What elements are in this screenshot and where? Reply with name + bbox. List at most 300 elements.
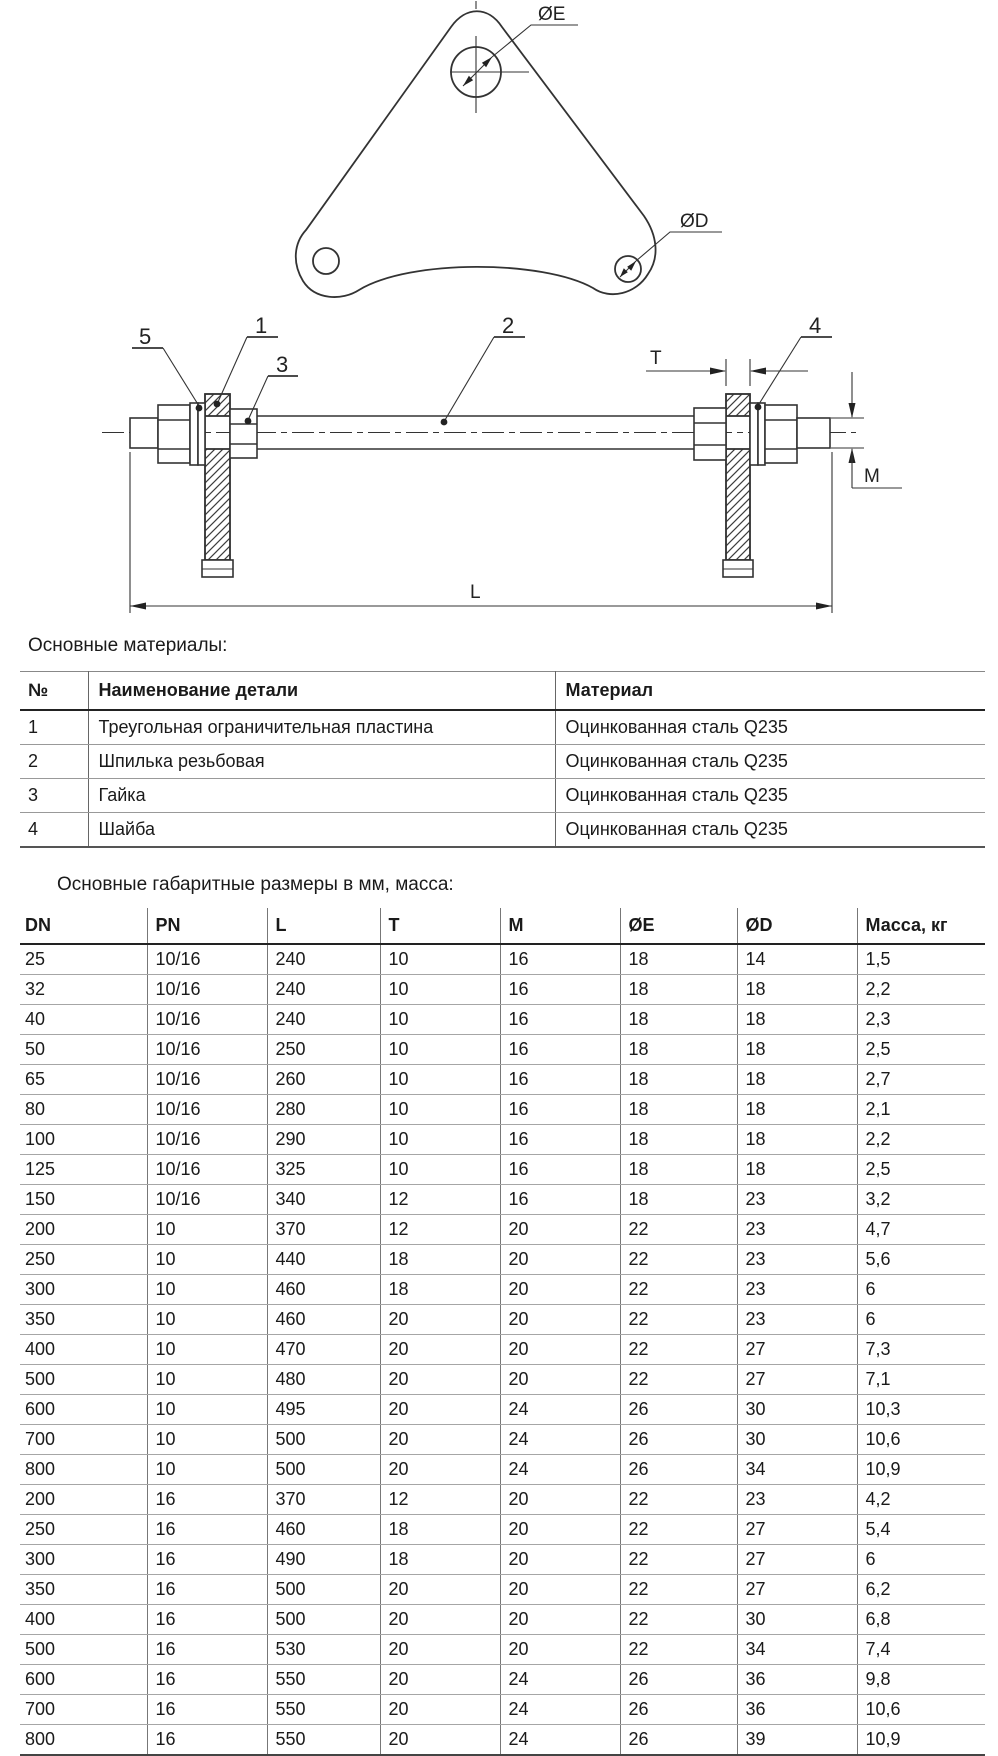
table-row <box>20 1545 985 1575</box>
table-cell: 530 <box>267 1635 380 1665</box>
table-cell: 460 <box>267 1275 380 1305</box>
table-cell: 18 <box>737 1065 857 1095</box>
table-cell: 14 <box>737 944 857 975</box>
table-row <box>20 1305 985 1335</box>
table-cell: 10,9 <box>857 1725 985 1756</box>
table-cell: 550 <box>267 1665 380 1695</box>
callout-1-number: 1 <box>255 313 268 338</box>
table-row <box>20 1035 985 1065</box>
table-cell: 3 <box>20 779 88 813</box>
table-cell: 20 <box>500 1215 620 1245</box>
table-cell: 26 <box>620 1395 737 1425</box>
table-cell: 10 <box>380 975 500 1005</box>
label-diameter-E: ØE <box>538 4 566 25</box>
table-cell: 39 <box>737 1725 857 1756</box>
table-cell: 30 <box>737 1395 857 1425</box>
table-row <box>20 1635 985 1665</box>
table-cell: 18 <box>620 1035 737 1065</box>
right-inner-nut <box>694 408 726 460</box>
table-cell: 250 <box>20 1515 147 1545</box>
table-cell: 36 <box>737 1695 857 1725</box>
table-cell: 250 <box>267 1035 380 1065</box>
table-cell: 370 <box>267 1485 380 1515</box>
table-cell: 800 <box>20 1455 147 1485</box>
table-cell: 10 <box>380 944 500 975</box>
table-cell: Гайка <box>88 779 555 813</box>
table-cell: 350 <box>20 1575 147 1605</box>
table-cell: 2,3 <box>857 1005 985 1035</box>
table-cell: Оцинкованная сталь Q235 <box>555 779 985 813</box>
table-cell: 16 <box>147 1605 267 1635</box>
table-cell: 22 <box>620 1275 737 1305</box>
table-cell: 16 <box>500 1035 620 1065</box>
table-cell: 10 <box>380 1125 500 1155</box>
dims-col-t: T <box>380 908 500 944</box>
table-cell: 700 <box>20 1425 147 1455</box>
table-cell: 10,3 <box>857 1395 985 1425</box>
table-cell: 24 <box>500 1695 620 1725</box>
table-cell: 1 <box>20 710 88 745</box>
table-cell: 16 <box>147 1515 267 1545</box>
table-cell: 20 <box>380 1695 500 1725</box>
table-cell: 18 <box>737 1125 857 1155</box>
table-cell: 12 <box>380 1215 500 1245</box>
table-cell: 18 <box>620 1155 737 1185</box>
table-cell: 600 <box>20 1395 147 1425</box>
table-cell: 500 <box>20 1635 147 1665</box>
table-cell: Оцинкованная сталь Q235 <box>555 745 985 779</box>
callout-5 <box>132 348 202 411</box>
right-plate-section <box>723 394 753 577</box>
dims-col-mass: Масса, кг <box>857 908 985 944</box>
dimension-leader-D <box>620 232 722 277</box>
table-cell: 26 <box>620 1695 737 1725</box>
table-cell: 23 <box>737 1485 857 1515</box>
left-inner-nut <box>230 409 257 458</box>
table-cell: 240 <box>267 1005 380 1035</box>
table-cell: 23 <box>737 1185 857 1215</box>
table-cell: 16 <box>500 1065 620 1095</box>
table-cell: 26 <box>620 1665 737 1695</box>
table-cell: 16 <box>500 1185 620 1215</box>
label-diameter-D: ØD <box>680 211 709 232</box>
table-cell: 20 <box>500 1245 620 1275</box>
materials-col-part-name: Наименование детали <box>88 672 555 711</box>
table-cell: 480 <box>267 1365 380 1395</box>
table-row <box>20 745 985 779</box>
table-cell: 7,1 <box>857 1365 985 1395</box>
left-outer-nut <box>158 405 190 463</box>
table-cell: 22 <box>620 1485 737 1515</box>
table-cell: 100 <box>20 1125 147 1155</box>
table-cell: 20 <box>500 1305 620 1335</box>
table-cell: 20 <box>380 1335 500 1365</box>
table-cell: 370 <box>267 1215 380 1245</box>
table-cell: 24 <box>500 1725 620 1756</box>
table-cell: 125 <box>20 1155 147 1185</box>
table-cell: 18 <box>380 1245 500 1275</box>
table-cell: 27 <box>737 1515 857 1545</box>
technical-drawing <box>0 0 998 620</box>
callout-4 <box>755 337 832 410</box>
table-cell: 20 <box>380 1605 500 1635</box>
callout-2-number: 2 <box>502 313 515 338</box>
table-cell: 20 <box>380 1635 500 1665</box>
table-cell: Треугольная ограничительная пластина <box>88 710 555 745</box>
table-cell: 240 <box>267 975 380 1005</box>
table-cell: 500 <box>267 1455 380 1485</box>
table-cell: 18 <box>380 1515 500 1545</box>
table-cell: 5,6 <box>857 1245 985 1275</box>
table-row <box>20 813 985 848</box>
table-cell: Шпилька резьбовая <box>88 745 555 779</box>
table-cell: 18 <box>380 1275 500 1305</box>
table-cell: 24 <box>500 1425 620 1455</box>
hole-left <box>313 248 339 274</box>
table-cell: 20 <box>500 1365 620 1395</box>
table-cell: 20 <box>380 1365 500 1395</box>
table-cell: 10/16 <box>147 1005 267 1035</box>
table-cell: 1,5 <box>857 944 985 975</box>
table-row <box>20 1095 985 1125</box>
table-cell: 18 <box>620 1125 737 1155</box>
table-cell: 250 <box>20 1245 147 1275</box>
table-cell: Оцинкованная сталь Q235 <box>555 710 985 745</box>
table-cell: 16 <box>147 1635 267 1665</box>
table-cell: 20 <box>500 1335 620 1365</box>
table-cell: 16 <box>147 1665 267 1695</box>
table-cell: 16 <box>500 1095 620 1125</box>
table-cell: 10 <box>147 1425 267 1455</box>
table-cell: 32 <box>20 975 147 1005</box>
callout-5-number: 5 <box>139 324 152 349</box>
table-row <box>20 1425 985 1455</box>
table-row <box>20 1365 985 1395</box>
table-cell: 2,5 <box>857 1155 985 1185</box>
table-cell: 200 <box>20 1215 147 1245</box>
table-cell: 10,9 <box>857 1455 985 1485</box>
table-cell: 260 <box>267 1065 380 1095</box>
table-cell: 18 <box>737 1095 857 1125</box>
materials-title: Основные материалы: <box>28 635 228 656</box>
table-cell: 10 <box>147 1455 267 1485</box>
table-cell: 20 <box>380 1575 500 1605</box>
table-cell: 20 <box>380 1455 500 1485</box>
materials-table <box>20 671 985 848</box>
table-cell: 65 <box>20 1065 147 1095</box>
table-cell: 20 <box>500 1635 620 1665</box>
table-cell: 22 <box>620 1365 737 1395</box>
label-dimension-M: M <box>864 466 880 487</box>
table-cell: 10 <box>380 1155 500 1185</box>
table-row <box>20 1185 985 1215</box>
table-cell: 325 <box>267 1155 380 1185</box>
table-cell: 27 <box>737 1575 857 1605</box>
table-cell: 10/16 <box>147 1125 267 1155</box>
table-cell: 6,8 <box>857 1605 985 1635</box>
table-cell: 16 <box>500 944 620 975</box>
table-row <box>20 1125 985 1155</box>
table-cell: 34 <box>737 1635 857 1665</box>
table-cell: 300 <box>20 1545 147 1575</box>
table-cell: 20 <box>500 1605 620 1635</box>
table-cell: 20 <box>380 1395 500 1425</box>
table-cell: 18 <box>620 944 737 975</box>
table-row <box>20 1335 985 1365</box>
table-cell: 10 <box>380 1095 500 1125</box>
table-cell: 12 <box>380 1185 500 1215</box>
table-cell: 10 <box>380 1005 500 1035</box>
table-cell: 20 <box>380 1725 500 1756</box>
table-cell: 500 <box>20 1365 147 1395</box>
table-cell: 24 <box>500 1665 620 1695</box>
table-cell: 470 <box>267 1335 380 1365</box>
table-row <box>20 1515 985 1545</box>
table-cell: 30 <box>737 1605 857 1635</box>
table-cell: 10 <box>147 1215 267 1245</box>
table-cell: 9,8 <box>857 1665 985 1695</box>
table-cell: 4,2 <box>857 1485 985 1515</box>
table-cell: 400 <box>20 1335 147 1365</box>
table-cell: 26 <box>620 1725 737 1756</box>
table-cell: 340 <box>267 1185 380 1215</box>
table-cell: 50 <box>20 1035 147 1065</box>
table-row <box>20 1155 985 1185</box>
table-cell: 10 <box>380 1065 500 1095</box>
table-cell: 20 <box>500 1275 620 1305</box>
table-cell: 18 <box>737 1005 857 1035</box>
table-cell: 25 <box>20 944 147 975</box>
table-row <box>20 1215 985 1245</box>
table-cell: 26 <box>620 1425 737 1455</box>
right-outer-nut <box>765 405 797 463</box>
table-cell: 18 <box>380 1545 500 1575</box>
right-thread-end <box>797 418 830 448</box>
table-cell: 7,4 <box>857 1635 985 1665</box>
table-cell: 23 <box>737 1245 857 1275</box>
table-cell: 10/16 <box>147 1095 267 1125</box>
table-cell: 18 <box>620 1095 737 1125</box>
table-cell: 495 <box>267 1395 380 1425</box>
table-cell: 30 <box>737 1425 857 1455</box>
table-cell: 490 <box>267 1545 380 1575</box>
table-cell: 22 <box>620 1245 737 1275</box>
table-row <box>20 1455 985 1485</box>
materials-col-number: № <box>20 672 88 711</box>
table-cell: 27 <box>737 1545 857 1575</box>
table-row <box>20 944 985 975</box>
dims-col-m: M <box>500 908 620 944</box>
table-cell: 16 <box>147 1575 267 1605</box>
label-dimension-L: L <box>470 582 481 603</box>
table-cell: 24 <box>500 1455 620 1485</box>
table-cell: 20 <box>380 1665 500 1695</box>
table-cell: 23 <box>737 1215 857 1245</box>
table-row <box>20 1065 985 1095</box>
table-cell: 26 <box>620 1455 737 1485</box>
table-cell: 800 <box>20 1725 147 1756</box>
table-row <box>20 1695 985 1725</box>
dimensions-header-row <box>20 908 985 944</box>
callout-3-number: 3 <box>276 352 289 377</box>
table-cell: 6 <box>857 1545 985 1575</box>
table-cell: 36 <box>737 1665 857 1695</box>
table-cell: 22 <box>620 1545 737 1575</box>
table-cell: 2,2 <box>857 975 985 1005</box>
table-cell: 10/16 <box>147 1155 267 1185</box>
table-cell: 10 <box>147 1245 267 1275</box>
table-cell: 22 <box>620 1305 737 1335</box>
table-cell: 6,2 <box>857 1575 985 1605</box>
table-row <box>20 1485 985 1515</box>
table-cell: 16 <box>147 1725 267 1756</box>
table-cell: 20 <box>500 1575 620 1605</box>
table-cell: 2,5 <box>857 1035 985 1065</box>
table-cell: 10/16 <box>147 944 267 975</box>
table-cell: 27 <box>737 1365 857 1395</box>
table-cell: 500 <box>267 1425 380 1455</box>
table-cell: 550 <box>267 1725 380 1756</box>
table-cell: 16 <box>500 1155 620 1185</box>
table-cell: 16 <box>147 1695 267 1725</box>
table-cell: 7,3 <box>857 1335 985 1365</box>
callout-4-number: 4 <box>809 313 822 338</box>
table-cell: 400 <box>20 1605 147 1635</box>
table-cell: 20 <box>380 1305 500 1335</box>
table-cell: 150 <box>20 1185 147 1215</box>
table-cell: 34 <box>737 1455 857 1485</box>
table-cell: 22 <box>620 1515 737 1545</box>
table-cell: 24 <box>500 1395 620 1425</box>
table-cell: 2 <box>20 745 88 779</box>
table-row <box>20 1005 985 1035</box>
label-dimension-T: T <box>650 348 662 369</box>
table-cell: 6 <box>857 1305 985 1335</box>
table-cell: 240 <box>267 944 380 975</box>
table-cell: 20 <box>500 1545 620 1575</box>
table-cell: 16 <box>147 1485 267 1515</box>
table-cell: 10 <box>147 1305 267 1335</box>
table-cell: 23 <box>737 1275 857 1305</box>
table-cell: 20 <box>380 1425 500 1455</box>
table-cell: 22 <box>620 1605 737 1635</box>
dimension-leader-E <box>463 25 578 86</box>
table-cell: 10 <box>147 1275 267 1305</box>
table-cell: 16 <box>147 1545 267 1575</box>
table-row <box>20 975 985 1005</box>
callout-2 <box>441 337 525 425</box>
table-cell: 18 <box>620 1005 737 1035</box>
table-cell: 10 <box>147 1365 267 1395</box>
table-cell: 700 <box>20 1695 147 1725</box>
materials-col-material: Материал <box>555 672 985 711</box>
table-cell: 500 <box>267 1605 380 1635</box>
table-cell: Шайба <box>88 813 555 848</box>
table-cell: 23 <box>737 1305 857 1335</box>
table-cell: 2,7 <box>857 1065 985 1095</box>
triangular-plate-top-view <box>296 1 722 297</box>
table-cell: 5,4 <box>857 1515 985 1545</box>
dimensions-table <box>20 908 985 1756</box>
left-plate-section <box>202 394 233 577</box>
table-cell: 40 <box>20 1005 147 1035</box>
table-cell: 2,2 <box>857 1125 985 1155</box>
table-cell: 16 <box>500 1005 620 1035</box>
table-cell: 18 <box>737 1035 857 1065</box>
left-washers <box>190 403 205 465</box>
dims-col-l: L <box>267 908 380 944</box>
table-row <box>20 710 985 745</box>
table-cell: 350 <box>20 1305 147 1335</box>
dims-col-pn: PN <box>147 908 267 944</box>
table-cell: 27 <box>737 1335 857 1365</box>
table-cell: 6 <box>857 1275 985 1305</box>
table-row <box>20 1605 985 1635</box>
dims-col-oe: ØE <box>620 908 737 944</box>
table-cell: 280 <box>267 1095 380 1125</box>
table-cell: 22 <box>620 1335 737 1365</box>
table-row <box>20 1245 985 1275</box>
table-cell: Оцинкованная сталь Q235 <box>555 813 985 848</box>
table-cell: 10/16 <box>147 1185 267 1215</box>
table-cell: 200 <box>20 1485 147 1515</box>
dimensions-title: Основные габаритные размеры в мм, масса: <box>57 874 454 895</box>
table-cell: 460 <box>267 1515 380 1545</box>
dimension-T <box>646 359 808 386</box>
table-cell: 10,6 <box>857 1425 985 1455</box>
table-cell: 460 <box>267 1305 380 1335</box>
table-cell: 290 <box>267 1125 380 1155</box>
dims-col-dn: DN <box>20 908 147 944</box>
table-cell: 12 <box>380 1485 500 1515</box>
table-row <box>20 1395 985 1425</box>
table-cell: 18 <box>620 1065 737 1095</box>
table-cell: 4 <box>20 813 88 848</box>
table-cell: 20 <box>500 1515 620 1545</box>
table-cell: 500 <box>267 1575 380 1605</box>
table-cell: 550 <box>267 1695 380 1725</box>
table-cell: 18 <box>620 1185 737 1215</box>
table-cell: 22 <box>620 1635 737 1665</box>
stud-assembly-side-view <box>102 313 902 613</box>
table-cell: 300 <box>20 1275 147 1305</box>
table-cell: 16 <box>500 1125 620 1155</box>
table-row <box>20 1725 985 1756</box>
table-cell: 10,6 <box>857 1695 985 1725</box>
table-cell: 20 <box>500 1485 620 1515</box>
table-cell: 10/16 <box>147 1035 267 1065</box>
table-cell: 10 <box>380 1035 500 1065</box>
table-row <box>20 779 985 813</box>
table-cell: 22 <box>620 1215 737 1245</box>
table-cell: 22 <box>620 1575 737 1605</box>
dims-col-od: ØD <box>737 908 857 944</box>
table-cell: 440 <box>267 1245 380 1275</box>
left-thread-end <box>130 418 158 448</box>
table-cell: 600 <box>20 1665 147 1695</box>
table-row <box>20 1575 985 1605</box>
table-cell: 18 <box>620 975 737 1005</box>
table-cell: 10/16 <box>147 975 267 1005</box>
table-cell: 10 <box>147 1395 267 1425</box>
table-cell: 3,2 <box>857 1185 985 1215</box>
table-cell: 4,7 <box>857 1215 985 1245</box>
right-washers <box>750 403 765 465</box>
table-cell: 80 <box>20 1095 147 1125</box>
table-cell: 18 <box>737 1155 857 1185</box>
table-cell: 2,1 <box>857 1095 985 1125</box>
table-cell: 18 <box>737 975 857 1005</box>
